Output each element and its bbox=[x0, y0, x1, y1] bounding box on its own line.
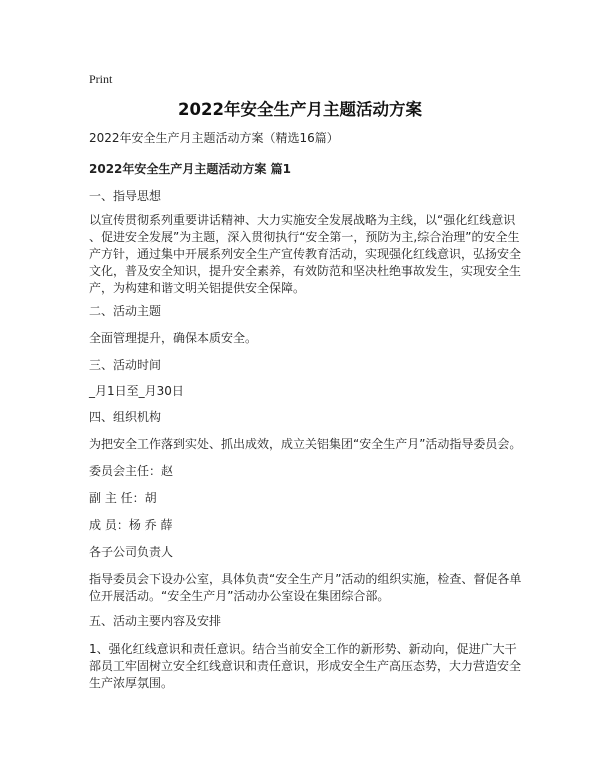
committee-subsidiary-heads: 各子公司负责人 bbox=[89, 545, 174, 559]
paragraph-guiding-ideology bbox=[89, 212, 522, 297]
page-title: 2022年安全生产月主题活动方案 bbox=[178, 100, 422, 119]
heading-guiding-ideology: 一、指导思想 bbox=[89, 189, 162, 203]
paragraph-line: 以宣传贯彻系列重要讲话精神、大力实施安全发展战略为主线，以“强化红线意识 bbox=[89, 213, 516, 227]
document-subtitle: 2022年安全生产月主题活动方案（精选16篇） bbox=[89, 131, 339, 145]
section-heading: 2022年安全生产月主题活动方案 篇1 bbox=[89, 162, 291, 176]
heading-main-activities: 五、活动主要内容及安排 bbox=[89, 614, 222, 628]
paragraph-line: 产，为构建和谐文明关铝提供安全保障。 bbox=[89, 281, 306, 295]
committee-deputy: 副 主 任：胡 bbox=[89, 491, 157, 505]
paragraph-main-activities bbox=[89, 641, 522, 692]
paragraph-line: 、促进安全发展”为主题，深入贯彻执行“安全第一，预防为主,综合治理”的安全生 bbox=[89, 230, 520, 244]
heading-activity-time: 三、活动时间 bbox=[89, 358, 162, 372]
paragraph-organization: 为把安全工作落到实处、抓出成效，成立关铝集团“安全生产月”活动指导委员会。 bbox=[89, 437, 522, 451]
paragraph-line: 位开展活动。“安全生产月”活动办公室设在集团综合部。 bbox=[89, 589, 390, 603]
committee-members: 成 员：杨 乔 薛 bbox=[89, 518, 173, 532]
paragraph-line: 部员工牢固树立安全红线意识和责任意识，形成安全生产高压态势，大力营造安全 bbox=[89, 659, 522, 673]
heading-organization: 四、组织机构 bbox=[89, 410, 162, 424]
paragraph-line: 文化，普及安全知识，提升安全素养，有效防范和坚决杜绝事故发生，实现安全生 bbox=[89, 264, 522, 278]
paragraph-activity-time: _月1日至_月30日 bbox=[89, 384, 184, 398]
paragraph-office bbox=[89, 571, 522, 605]
committee-director: 委员会主任：赵 bbox=[89, 464, 174, 478]
paragraph-line: 指导委员会下设办公室，具体负责“安全生产月”活动的组织实施，检查、督促各单 bbox=[89, 572, 522, 586]
paragraph-line: 产方针，通过集中开展系列安全生产宣传教育活动，实现强化红线意识，弘扬安全 bbox=[89, 247, 522, 261]
heading-activity-theme: 二、活动主题 bbox=[89, 304, 162, 318]
paragraph-activity-theme: 全面管理提升，确保本质安全。 bbox=[89, 331, 258, 345]
print-label: Print bbox=[89, 72, 113, 86]
paragraph-line: 生产浓厚氛围。 bbox=[89, 676, 174, 690]
paragraph-line: 1、强化红线意识和责任意识。结合当前安全工作的新形势、新动向，促进广大干 bbox=[89, 642, 517, 656]
